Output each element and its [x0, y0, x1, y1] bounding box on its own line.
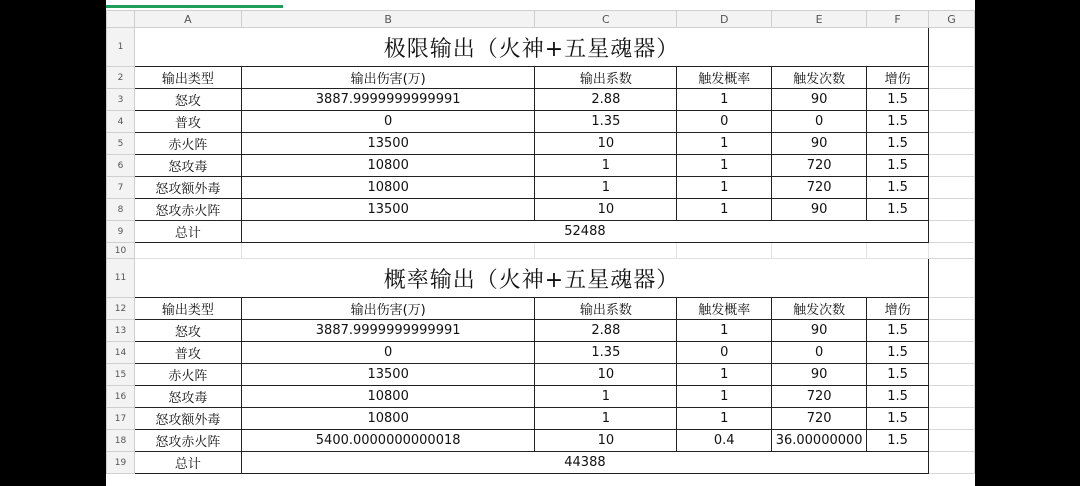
- total-label-cell[interactable]: 总计: [134, 221, 241, 243]
- empty-cell[interactable]: [535, 243, 677, 259]
- data-cell[interactable]: 10800: [241, 155, 535, 177]
- empty-cell[interactable]: [241, 243, 535, 259]
- cell-g[interactable]: [929, 89, 975, 111]
- table-row: [107, 111, 975, 133]
- data-cell[interactable]: 720: [772, 177, 867, 199]
- total-row: [107, 452, 975, 474]
- data-cell[interactable]: 36.00000000: [772, 430, 867, 452]
- data-cell[interactable]: 1.5: [867, 342, 929, 364]
- row-number[interactable]: 9: [107, 221, 135, 243]
- data-cell[interactable]: 1: [677, 408, 772, 430]
- data-cell[interactable]: 0: [772, 342, 867, 364]
- data-cell[interactable]: 5400.0000000000018: [241, 430, 535, 452]
- data-cell[interactable]: 1.5: [867, 408, 929, 430]
- data-cell[interactable]: 怒攻: [134, 89, 241, 111]
- row-number[interactable]: 14: [107, 342, 135, 364]
- data-cell[interactable]: 1: [677, 386, 772, 408]
- data-cell[interactable]: 10: [535, 430, 677, 452]
- column-header-row: [107, 11, 975, 28]
- data-cell[interactable]: 0: [677, 111, 772, 133]
- column-header-d[interactable]: D: [677, 11, 772, 28]
- table-row: [107, 364, 975, 386]
- total-row: [107, 221, 975, 243]
- toolbar-strip: [106, 0, 975, 10]
- data-cell[interactable]: 1.5: [867, 155, 929, 177]
- cell-g[interactable]: [929, 386, 975, 408]
- data-cell[interactable]: 720: [772, 408, 867, 430]
- column-label-cell[interactable]: 增伤: [867, 67, 929, 89]
- data-cell[interactable]: 0: [241, 111, 535, 133]
- row-number[interactable]: 2: [107, 67, 135, 89]
- data-cell[interactable]: 1.5: [867, 364, 929, 386]
- column-label-cell[interactable]: 触发次数: [772, 67, 867, 89]
- column-label-cell[interactable]: 输出类型: [134, 298, 241, 320]
- data-cell[interactable]: 90: [772, 199, 867, 221]
- data-cell[interactable]: 1: [677, 177, 772, 199]
- data-cell[interactable]: 3887.9999999999991: [241, 89, 535, 111]
- data-cell[interactable]: 1.35: [535, 111, 677, 133]
- row-number[interactable]: 16: [107, 386, 135, 408]
- row-number[interactable]: 6: [107, 155, 135, 177]
- data-cell[interactable]: 1: [677, 364, 772, 386]
- cell-g[interactable]: [929, 243, 975, 259]
- total-value-cell[interactable]: 44388: [241, 452, 928, 474]
- cell-g[interactable]: [929, 342, 975, 364]
- data-cell[interactable]: 1: [535, 177, 677, 199]
- row-number[interactable]: 3: [107, 89, 135, 111]
- data-cell[interactable]: 怒攻: [134, 320, 241, 342]
- select-all-corner[interactable]: [107, 11, 135, 28]
- data-cell[interactable]: 1.5: [867, 111, 929, 133]
- table-row: [107, 199, 975, 221]
- row-number[interactable]: 13: [107, 320, 135, 342]
- data-cell[interactable]: 10: [535, 133, 677, 155]
- data-cell[interactable]: 赤火阵: [134, 133, 241, 155]
- column-header-g[interactable]: G: [929, 11, 975, 28]
- cell-g[interactable]: [929, 452, 975, 474]
- column-label-cell[interactable]: 输出系数: [535, 298, 677, 320]
- cell-g[interactable]: [929, 221, 975, 243]
- data-cell[interactable]: 90: [772, 133, 867, 155]
- data-cell[interactable]: 赤火阵: [134, 364, 241, 386]
- column-label-cell[interactable]: 输出类型: [134, 67, 241, 89]
- cell-g[interactable]: [929, 298, 975, 320]
- section-title-row: [107, 259, 975, 298]
- data-cell[interactable]: 1.5: [867, 386, 929, 408]
- cell-g[interactable]: [929, 408, 975, 430]
- table-row: [107, 342, 975, 364]
- data-cell[interactable]: 2.88: [535, 320, 677, 342]
- empty-cell[interactable]: [867, 243, 929, 259]
- data-cell[interactable]: 2.88: [535, 89, 677, 111]
- table-row: [107, 89, 975, 111]
- row-number[interactable]: 19: [107, 452, 135, 474]
- empty-cell[interactable]: [134, 243, 241, 259]
- data-cell[interactable]: 90: [772, 320, 867, 342]
- column-header-f[interactable]: F: [867, 11, 929, 28]
- data-cell[interactable]: 1.5: [867, 133, 929, 155]
- table-row: [107, 408, 975, 430]
- row-number[interactable]: 17: [107, 408, 135, 430]
- column-label-cell[interactable]: 输出系数: [535, 67, 677, 89]
- table-row: [107, 386, 975, 408]
- row-number[interactable]: 11: [107, 259, 135, 298]
- data-cell[interactable]: 1.5: [867, 320, 929, 342]
- column-header-c[interactable]: C: [535, 11, 677, 28]
- data-cell[interactable]: 1: [535, 386, 677, 408]
- cell-g[interactable]: [929, 111, 975, 133]
- section-title-cell[interactable]: 概率输出（火神+五星魂器）: [134, 259, 928, 298]
- column-label-cell[interactable]: 输出伤害(万): [241, 298, 535, 320]
- table-header-row: [107, 67, 975, 89]
- data-cell[interactable]: 10800: [241, 408, 535, 430]
- total-label-cell[interactable]: 总计: [134, 452, 241, 474]
- row-number[interactable]: 8: [107, 199, 135, 221]
- data-cell[interactable]: 怒攻赤火阵: [134, 430, 241, 452]
- data-cell[interactable]: 90: [772, 89, 867, 111]
- data-cell[interactable]: 1.5: [867, 199, 929, 221]
- data-cell[interactable]: 720: [772, 155, 867, 177]
- data-cell[interactable]: 13500: [241, 199, 535, 221]
- row-number[interactable]: 10: [107, 243, 135, 259]
- column-label-cell[interactable]: 触发概率: [677, 298, 772, 320]
- table-row: [107, 155, 975, 177]
- data-cell[interactable]: 90: [772, 364, 867, 386]
- cell-g[interactable]: [929, 177, 975, 199]
- column-header-e[interactable]: E: [772, 11, 867, 28]
- data-cell[interactable]: 0: [772, 111, 867, 133]
- total-value-cell[interactable]: 52488: [241, 221, 928, 243]
- column-label-cell[interactable]: 触发概率: [677, 67, 772, 89]
- data-cell[interactable]: 0: [677, 342, 772, 364]
- data-cell[interactable]: 10: [535, 199, 677, 221]
- column-label-cell[interactable]: 输出伤害(万): [241, 67, 535, 89]
- data-cell[interactable]: 1: [677, 199, 772, 221]
- cell-g[interactable]: [929, 430, 975, 452]
- empty-cell[interactable]: [677, 243, 772, 259]
- column-label-cell[interactable]: 触发次数: [772, 298, 867, 320]
- data-cell[interactable]: 10: [535, 364, 677, 386]
- data-cell[interactable]: 0.4: [677, 430, 772, 452]
- data-cell[interactable]: 怒攻赤火阵: [134, 199, 241, 221]
- cell-g[interactable]: [929, 320, 975, 342]
- cell-g[interactable]: [929, 67, 975, 89]
- table-row: [107, 320, 975, 342]
- data-cell[interactable]: 1.5: [867, 430, 929, 452]
- column-header-a[interactable]: A: [134, 11, 241, 28]
- cell-g[interactable]: [929, 28, 975, 67]
- row-number[interactable]: 7: [107, 177, 135, 199]
- data-cell[interactable]: 1: [535, 408, 677, 430]
- column-header-b[interactable]: B: [241, 11, 535, 28]
- spacer-row: [107, 243, 975, 259]
- spreadsheet: [106, 0, 975, 486]
- section-title-row: [107, 28, 975, 67]
- data-cell[interactable]: 1: [677, 89, 772, 111]
- column-label-cell[interactable]: 增伤: [867, 298, 929, 320]
- active-tab-indicator: [106, 5, 283, 8]
- data-cell[interactable]: 3887.9999999999991: [241, 320, 535, 342]
- sheet-grid: [106, 10, 975, 474]
- table-row: [107, 177, 975, 199]
- data-cell[interactable]: 1: [535, 155, 677, 177]
- data-cell[interactable]: 1: [677, 320, 772, 342]
- table-header-row: [107, 298, 975, 320]
- data-cell[interactable]: 普攻: [134, 342, 241, 364]
- row-number[interactable]: 12: [107, 298, 135, 320]
- data-cell[interactable]: 720: [772, 386, 867, 408]
- data-cell[interactable]: 怒攻额外毒: [134, 408, 241, 430]
- table-row: [107, 133, 975, 155]
- data-cell[interactable]: 10800: [241, 386, 535, 408]
- data-cell[interactable]: 13500: [241, 364, 535, 386]
- cell-g[interactable]: [929, 199, 975, 221]
- table-row: [107, 430, 975, 452]
- row-number[interactable]: 18: [107, 430, 135, 452]
- data-cell[interactable]: 怒攻毒: [134, 155, 241, 177]
- data-cell[interactable]: 普攻: [134, 111, 241, 133]
- data-cell[interactable]: 1: [677, 133, 772, 155]
- row-number[interactable]: 1: [107, 28, 135, 67]
- data-cell[interactable]: 13500: [241, 133, 535, 155]
- row-number[interactable]: 4: [107, 111, 135, 133]
- empty-cell[interactable]: [772, 243, 867, 259]
- cell-g[interactable]: [929, 155, 975, 177]
- data-cell[interactable]: 1.35: [535, 342, 677, 364]
- data-cell[interactable]: 1: [677, 155, 772, 177]
- cell-g[interactable]: [929, 364, 975, 386]
- data-cell[interactable]: 0: [241, 342, 535, 364]
- data-cell[interactable]: 1.5: [867, 89, 929, 111]
- cell-g[interactable]: [929, 259, 975, 298]
- cell-g[interactable]: [929, 133, 975, 155]
- data-cell[interactable]: 10800: [241, 177, 535, 199]
- data-cell[interactable]: 怒攻毒: [134, 386, 241, 408]
- data-cell[interactable]: 怒攻额外毒: [134, 177, 241, 199]
- data-cell[interactable]: 1.5: [867, 177, 929, 199]
- row-number[interactable]: 5: [107, 133, 135, 155]
- section-title-cell[interactable]: 极限输出（火神+五星魂器）: [134, 28, 928, 67]
- row-number[interactable]: 15: [107, 364, 135, 386]
